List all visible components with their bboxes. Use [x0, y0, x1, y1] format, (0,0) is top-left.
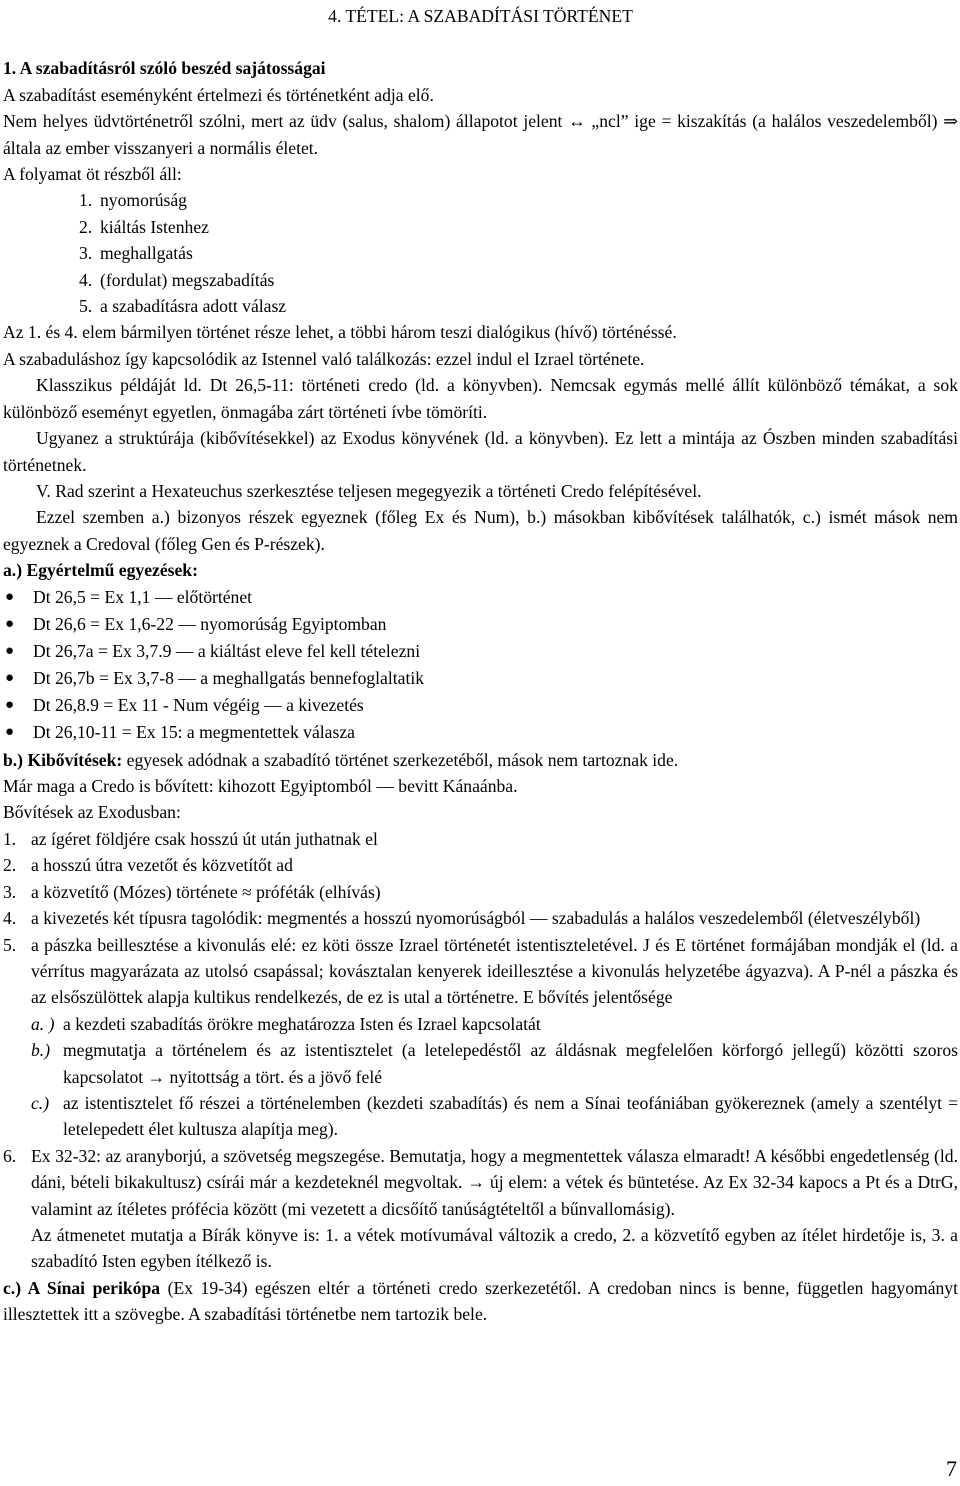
section-a-heading: a.) Egyértelmű egyezések: [3, 560, 198, 581]
list-number: 5. [79, 296, 93, 317]
list-item [3, 293, 958, 319]
list-text: Ex 32-32: az aranyborjú, a szövetség megszegése. Bemutatja, hogy a megmentettek válasza elmaradt! A későbbi engedetlenség (ld. dáni, bételi bikakultusz) csírái már a kezdeteknél megvoltak. → új elem: a vétek és büntetése. Az Ex 32-34 kapocs a Pt és a DtrG, valamint az ítéletes prófécia között (mi vezetett a dicsőítő tanúságtételtől a bűnvallomásig). [31, 1145, 958, 1219]
list-text: meghallgatás [100, 243, 193, 264]
list-item [3, 852, 958, 878]
stages-list [3, 187, 958, 319]
bullet-icon: ● [5, 588, 15, 605]
list-text: Dt 26,6 = Ex 1,6-22 — nyomorúság Egyiptomban [33, 613, 387, 634]
paragraph: Ugyanez a struktúrája (kibővítésekkel) az Exodus könyvének (ld. a könyvben). Ez lett a mintája az Ószben minden szabadítási történetnek. [3, 428, 958, 475]
section-b-heading: b.) Kibővítések: [3, 749, 123, 770]
list-item [3, 240, 958, 266]
sublist-letter: b.) [31, 1040, 51, 1061]
text-line: A szabaduláshoz így kapcsolódik az Istennel való találkozás: ezzel indul el Izrael története. [3, 348, 645, 369]
text-line: A szabadítást eseményként értelmezi és történetként adja elő. [3, 84, 434, 105]
list-text: az ígéret földjére csak hosszú út után juthatnak el [31, 828, 378, 849]
list-item [3, 1143, 958, 1222]
sublist-text: a kezdeti szabadítás örökre meghatározza Isten és Izrael kapcsolatát [63, 1013, 541, 1034]
section-b-intro: egyesek adódnak a szabadító történet szerkezetéből, mások nem tartoznak ide. [122, 749, 679, 770]
sublist-letter: a. ) [31, 1013, 55, 1034]
sublist-text: az istentisztelet fő részei a történelemben (kezdeti szabadítás) és nem a Sínai teofániában gyökereznek (amely a szentélyt = letelepedett élet kultusza alapítja meg). [63, 1092, 958, 1140]
list-item [3, 692, 958, 719]
bullet-icon: ● [5, 697, 15, 714]
list-number: 2. [3, 855, 17, 876]
list-number: 2. [79, 216, 93, 237]
page-number: 7 [946, 1455, 957, 1481]
bullet-icon: ● [5, 724, 15, 741]
list-text: a pászka beillesztése a kivonulás elé: ez köti össze Izrael történetét istentiszteletével. J és E történet formájában mondják el (ld. a vérrítus magyarázata az utolsó csapással; kovásztalan kenyerek ideillesztése a kivonulás helyzetébe ágyazva). A P-nél a pászka és az elsőszülöttek alapja kultikus rendelkezés, de ez is utal a történetre. E bővítés jelentősége [31, 934, 958, 1008]
list-number: 4. [79, 269, 93, 290]
list-item [3, 932, 958, 1011]
paragraph: Ezzel szemben a.) bizonyos részek egyeznek (főleg Ex és Num), b.) másokban kibővítések találhatók, c.) ismét mások nem egyeznek a Credoval (főleg Gen és P-részek). [3, 507, 958, 554]
page-title: 4. TÉTEL: A SZABADÍTÁSI TÖRTÉNET [328, 6, 633, 26]
list-text: Dt 26,7b = Ex 3,7-8 — a meghallgatás bennefoglaltatik [33, 668, 425, 689]
list-item [3, 267, 958, 293]
list-number: 1. [79, 190, 93, 211]
paragraph: Klasszikus példáját ld. Dt 26,5-11: történeti credo (ld. a könyvben). Nemcsak egymás mellé állít különböző témákat, a sok különböző eseményt egyetlen, önmagába zárt történeti ívbe tömöríti. [3, 375, 958, 422]
section-c-text: (Ex 19-34) egészen eltér a történeti credo szerkezetétől. A credoban nincs is benne, független hagyományt illesztettek itt a szövegbe. A szabadítási történetbe nem tartozik bele. [3, 1277, 958, 1325]
list-item [3, 584, 958, 611]
document-page [3, 0, 958, 1328]
list-text: Dt 26,10-11 = Ex 15: a megmentettek válasza [33, 722, 355, 743]
text-line: Már maga a Credo is bővített: kihozott Egyiptomból — bevitt Kánaánba. [3, 776, 518, 797]
list-item [3, 611, 958, 638]
bullet-icon: ● [5, 642, 15, 659]
list-number: 1. [3, 828, 17, 849]
list-text: nyomorúság [100, 190, 187, 211]
list-text: a szabadításra adott válasz [100, 296, 287, 317]
sublist-item [3, 1090, 958, 1143]
sublist-text: megmutatja a történelem és az istentisztelet (a letelepedéstől az áldásnak megfelelően körforgó jellegű) közötti szoros kapcsolatot → nyitottság a tört. és a jövő felé [63, 1040, 958, 1087]
list-text: a közvetítő (Mózes) története ≈ próféták (elhívás) [31, 881, 381, 902]
list-text: a hosszú útra vezetőt és közvetítőt ad [31, 855, 293, 876]
list-item [3, 905, 958, 931]
section-c-heading: c.) A Sínai perikópa [3, 1277, 161, 1298]
paragraph: V. Rad szerint a Hexateuchus szerkesztése teljesen megegyezik a történeti Credo felépítésével. [36, 480, 702, 501]
list-number: 5. [3, 934, 17, 955]
list-number: 3. [79, 243, 93, 264]
list-text: Dt 26,8.9 = Ex 11 - Num végéig — a kivezetés [33, 695, 364, 716]
sublist-letter: c.) [31, 1092, 50, 1113]
section-a [3, 557, 958, 747]
list-number: 6. [3, 1145, 17, 1166]
section-b [3, 747, 958, 1275]
section-b-heading-line [3, 747, 958, 773]
text-line: Bővítések az Exodusban: [3, 802, 181, 823]
list-text: kiáltás Istenhez [100, 216, 209, 237]
list-item [3, 638, 958, 665]
list-number: 4. [3, 908, 17, 929]
bullet-icon: ● [5, 615, 15, 632]
section-1 [3, 55, 958, 557]
list-item-continuation [3, 1222, 958, 1275]
list-item [3, 665, 958, 692]
list-text: (fordulat) megszabadítás [100, 269, 275, 290]
text-line: Az 1. és 4. elem bármilyen történet része lehet, a többi három teszi dialógikus (hívő) történéssé. [3, 322, 677, 343]
sublist-item [3, 1011, 958, 1037]
bullet-list [3, 584, 958, 747]
expansions-list [3, 826, 958, 1275]
section-c [3, 1275, 958, 1328]
paragraph: Nem helyes üdvtörténetről szólni, mert az üdv (salus, shalom) állapotot jelent ↔ „ncl” ige = kiszakítás (a halálos veszedelemből) ⇒ általa az ember visszanyeri a normális életet. [3, 111, 958, 158]
sublist-item [3, 1037, 958, 1090]
bullet-icon: ● [5, 670, 15, 687]
list-text: Dt 26,5 = Ex 1,1 — előtörténet [33, 586, 253, 607]
list-number: 3. [3, 881, 17, 902]
list-text: a kivezetés két típusra tagolódik: megmentés a hosszú nyomorúságból — szabadulás a halálos veszedelemből (életveszélyből) [31, 908, 921, 929]
text-line: A folyamat öt részből áll: [3, 164, 182, 185]
list-text: Az átmenetet mutatja a Bírák könyve is: 1. a vétek motívumával változik a credo, 2. a közvetítő egyben az ítélet hirdetője is, 3. a szabadító Isten egyben ítélkező is. [31, 1224, 958, 1272]
list-item [3, 187, 958, 213]
section-1-heading: 1. A szabadításról szóló beszéd sajátosságai [3, 58, 326, 79]
list-item [3, 719, 958, 746]
list-item [3, 826, 958, 852]
list-item [3, 879, 958, 905]
list-text: Dt 26,7a = Ex 3,7.9 — a kiáltást eleve fel kell tételezni [33, 640, 421, 661]
significance-sublist [3, 1011, 958, 1143]
list-item [3, 214, 958, 240]
